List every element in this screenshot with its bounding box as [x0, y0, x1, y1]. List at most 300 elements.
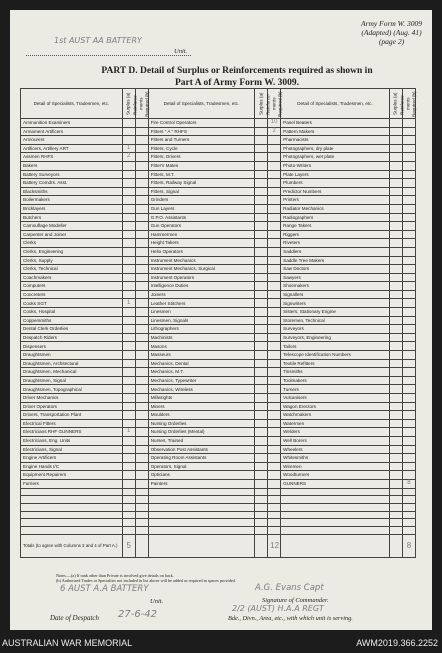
count-cell — [268, 273, 281, 282]
count-cell — [255, 342, 268, 351]
blank-cell — [122, 526, 135, 534]
despatch-date-label: Date of Despatch — [50, 614, 99, 622]
trade-cell: Concreters — [21, 290, 123, 299]
blank-cell — [148, 519, 254, 527]
table-row — [21, 222, 416, 231]
count-cell — [122, 204, 135, 213]
blank-cell — [148, 526, 254, 534]
totals-left-surplus: 5 — [122, 534, 135, 557]
blank-cell — [389, 496, 402, 504]
count-cell — [402, 187, 415, 196]
trade-cell: Pharmacists — [281, 136, 390, 145]
count-cell — [255, 144, 268, 153]
table-row — [21, 342, 416, 351]
count-cell — [255, 436, 268, 445]
blank-cell — [255, 511, 268, 519]
trade-cell: Pattern Makers — [281, 127, 390, 136]
table-row — [21, 428, 416, 437]
blank-cell — [281, 496, 390, 504]
count-cell — [122, 333, 135, 342]
count-cell — [255, 213, 268, 222]
table-row — [21, 471, 416, 480]
col-reinf-3: Reinforce-ments Required (b) — [402, 89, 415, 119]
count-cell — [135, 273, 148, 282]
blank-cell — [255, 488, 268, 496]
count-cell — [402, 411, 415, 420]
trade-cell: Sisters, Stationary Engine — [281, 308, 390, 317]
blank-cell — [135, 503, 148, 511]
trade-cell: Draughtsmen, Mechanical — [21, 368, 123, 377]
table-row — [21, 316, 416, 325]
count-cell — [255, 316, 268, 325]
trade-cell: Leather Stitchers — [148, 299, 254, 308]
count-cell — [268, 436, 281, 445]
count-cell — [255, 196, 268, 205]
form-header — [361, 19, 422, 46]
trade-cell: G.P.O. Assistants — [148, 213, 254, 222]
trade-cell: Fitters " A " RHFS — [148, 127, 254, 136]
count-cell — [135, 316, 148, 325]
count-cell — [268, 230, 281, 239]
trade-cell: Mechanics, M.T. — [148, 368, 254, 377]
count-cell — [135, 479, 148, 488]
count-cell — [389, 230, 402, 239]
count-cell: 10 — [268, 119, 281, 128]
count-cell — [389, 136, 402, 145]
count-cell — [122, 222, 135, 231]
count-cell — [255, 351, 268, 360]
blank-cell — [255, 503, 268, 511]
count-cell — [268, 265, 281, 274]
count-cell — [268, 462, 281, 471]
count-cell — [135, 342, 148, 351]
trade-cell: Clerks, Technical — [21, 265, 123, 274]
count-cell: 8 — [402, 479, 415, 488]
count-cell — [402, 213, 415, 222]
trade-cell: Surveyors, Engineering — [281, 333, 390, 342]
count-cell — [255, 359, 268, 368]
trade-cell: Whitesmiths — [281, 454, 390, 463]
trade-cell: Panel Beaters — [281, 119, 390, 128]
count-cell — [402, 282, 415, 291]
count-cell — [122, 342, 135, 351]
table-row — [21, 385, 416, 394]
count-cell — [389, 333, 402, 342]
count-cell — [268, 213, 281, 222]
count-cell — [389, 308, 402, 317]
trade-cell: Draughtsmen, Signal — [21, 376, 123, 385]
count-cell — [255, 247, 268, 256]
count-cell — [122, 136, 135, 145]
count-cell — [135, 454, 148, 463]
count-cell — [135, 394, 148, 403]
totals-mid-reinf: 12 — [268, 534, 281, 557]
trade-cell: Toolmakers — [281, 376, 390, 385]
count-cell — [122, 213, 135, 222]
count-cell — [255, 179, 268, 188]
table-row — [21, 411, 416, 420]
table-row — [21, 247, 416, 256]
count-cell — [255, 462, 268, 471]
table-row — [21, 170, 416, 179]
footer-left: AUSTRALIAN WAR MEMORIAL — [2, 638, 133, 648]
count-cell — [255, 256, 268, 265]
count-cell — [255, 471, 268, 480]
trade-cell: Woodturners — [281, 471, 390, 480]
count-cell — [255, 376, 268, 385]
count-cell — [402, 316, 415, 325]
blank-cell — [281, 488, 390, 496]
trade-cell: Armament Artificers — [21, 127, 123, 136]
blank-cell — [148, 511, 254, 519]
trade-cell: Saw Doctors — [281, 265, 390, 274]
count-cell — [135, 213, 148, 222]
count-cell — [135, 230, 148, 239]
form-notes — [56, 573, 386, 584]
count-cell — [402, 119, 415, 128]
count-cell — [122, 411, 135, 420]
count-cell — [268, 196, 281, 205]
count-cell — [122, 170, 135, 179]
count-cell — [135, 376, 148, 385]
count-cell — [389, 445, 402, 454]
count-cell — [135, 385, 148, 394]
formation-label: Bde., Divn., Area, etc., with which unit is serving. — [228, 615, 353, 622]
blank-cell — [281, 503, 390, 511]
count-cell — [255, 119, 268, 128]
table-row — [21, 282, 416, 291]
blank-row — [21, 526, 416, 534]
totals-right-surplus — [389, 534, 402, 557]
blank-row — [21, 496, 416, 504]
count-cell — [255, 136, 268, 145]
blank-cell — [21, 496, 123, 504]
table-row — [21, 479, 416, 488]
part-title — [52, 65, 422, 89]
count-cell — [122, 385, 135, 394]
count-cell — [402, 273, 415, 282]
count-cell — [268, 376, 281, 385]
totals-left-reinf — [135, 534, 148, 557]
trade-cell: Clerks, Supply — [21, 256, 123, 265]
count-cell — [135, 136, 148, 145]
trade-cell: Battery Surveyors — [21, 170, 123, 179]
table-row — [21, 273, 416, 282]
unit-label: Unit. — [174, 48, 188, 55]
count-cell — [389, 196, 402, 205]
count-cell — [122, 402, 135, 411]
part-title-line1: Detail of Surplus or Reinforcements required as shown in — [140, 66, 373, 76]
trade-cell: Clerks, Engineering — [21, 247, 123, 256]
count-cell — [122, 471, 135, 480]
count-cell — [268, 161, 281, 170]
trade-cell: Riveters — [281, 239, 390, 248]
trade-cell: Nursing Orderlies — [148, 419, 254, 428]
footer-right: AWM2019.366.2252 — [356, 638, 438, 648]
count-cell — [122, 119, 135, 128]
trade-cell: Hammermen — [148, 230, 254, 239]
trade-cell: Computers — [21, 282, 123, 291]
trade-cell: Battery Comdrs. Asst. — [21, 179, 123, 188]
table-row — [21, 394, 416, 403]
signature-label: Signature of Commander. — [262, 597, 329, 604]
count-cell — [402, 265, 415, 274]
table-row — [21, 454, 416, 463]
count-cell — [122, 247, 135, 256]
trade-cell: Equipment Repairers — [21, 471, 123, 480]
table-row — [21, 308, 416, 317]
part-title-line2: Part A of Army Form W. 3009. — [174, 78, 299, 88]
trade-cell: Wagon Erectors — [281, 402, 390, 411]
trade-cell: Turners — [281, 385, 390, 394]
trade-cell: Camouflage Modeller — [21, 222, 123, 231]
count-cell — [122, 239, 135, 248]
count-cell — [122, 265, 135, 274]
trade-cell: Painters — [148, 479, 254, 488]
blank-cell — [268, 526, 281, 534]
table-row — [21, 179, 416, 188]
trade-cell: Electricians RHF GUNNERS — [21, 428, 123, 437]
trade-cell: Boilermakers — [21, 196, 123, 205]
count-cell — [268, 333, 281, 342]
count-cell — [389, 402, 402, 411]
count-cell — [255, 273, 268, 282]
count-cell — [268, 342, 281, 351]
count-cell — [402, 256, 415, 265]
count-cell — [268, 411, 281, 420]
count-cell — [389, 419, 402, 428]
count-cell — [255, 299, 268, 308]
trade-cell: Carpenter and Joiner — [21, 230, 123, 239]
count-cell — [255, 127, 268, 136]
trade-cell: Tailors — [281, 342, 390, 351]
count-cell — [268, 445, 281, 454]
count-cell — [389, 462, 402, 471]
blank-cell — [402, 503, 415, 511]
count-cell — [402, 462, 415, 471]
trade-cell: Riggers — [281, 230, 390, 239]
trade-cell: Vulcanisers — [281, 394, 390, 403]
count-cell — [122, 445, 135, 454]
trade-cell: Dispensers — [21, 342, 123, 351]
count-cell — [402, 299, 415, 308]
count-cell — [402, 342, 415, 351]
count-cell — [255, 153, 268, 162]
part-label: PART D. — [101, 66, 138, 76]
count-cell — [135, 359, 148, 368]
count-cell — [135, 282, 148, 291]
blank-cell — [268, 488, 281, 496]
count-cell — [268, 394, 281, 403]
blank-cell — [255, 496, 268, 504]
count-cell — [389, 436, 402, 445]
trade-cell: Assmen RHFS — [21, 153, 123, 162]
count-cell — [255, 308, 268, 317]
count-cell — [122, 282, 135, 291]
count-cell: 1 — [122, 299, 135, 308]
trade-cell: Masseurs — [148, 351, 254, 360]
trade-cell: Radiographers — [281, 213, 390, 222]
trade-cell: Fitters, Drivers — [148, 153, 254, 162]
trade-cell: Fitters, Railway Signal — [148, 179, 254, 188]
count-cell — [122, 230, 135, 239]
table-row — [21, 144, 416, 153]
count-cell — [135, 419, 148, 428]
trade-cell: Bakers — [21, 161, 123, 170]
blank-cell — [135, 519, 148, 527]
unit-underline — [26, 54, 191, 56]
trade-cell: Welders — [281, 428, 390, 437]
count-cell — [135, 204, 148, 213]
count-cell — [268, 385, 281, 394]
col-reinf-2: Reinforce-ments Required (b) — [268, 89, 281, 119]
col-surplus-2: Surplus (a) — [255, 89, 268, 119]
count-cell — [122, 316, 135, 325]
count-cell — [389, 119, 402, 128]
trade-cell: Watermen — [281, 419, 390, 428]
totals-right-blank — [281, 534, 390, 557]
count-cell — [389, 170, 402, 179]
blank-cell — [135, 526, 148, 534]
count-cell — [402, 161, 415, 170]
blank-cell — [268, 519, 281, 527]
count-cell — [135, 325, 148, 334]
unit-handwritten: 1st AUST AA BATTERY — [54, 36, 142, 45]
count-cell — [389, 187, 402, 196]
trade-cell: Textile Refitters — [281, 359, 390, 368]
count-cell — [268, 308, 281, 317]
count-cell — [122, 454, 135, 463]
count-cell — [268, 222, 281, 231]
trade-cell: Gun Operators — [148, 222, 254, 231]
blank-cell — [281, 511, 390, 519]
count-cell — [402, 308, 415, 317]
trade-cell: Photo-Writers — [281, 161, 390, 170]
count-cell — [122, 325, 135, 334]
count-cell — [268, 136, 281, 145]
count-cell — [255, 161, 268, 170]
count-cell — [402, 385, 415, 394]
form-page-number: (page 2) — [378, 37, 405, 46]
table-row — [21, 462, 416, 471]
blank-cell — [122, 511, 135, 519]
blank-cell — [122, 488, 135, 496]
count-cell — [389, 471, 402, 480]
count-cell — [255, 419, 268, 428]
count-cell: 2 — [268, 127, 281, 136]
count-cell — [389, 394, 402, 403]
count-cell — [122, 290, 135, 299]
count-cell — [402, 402, 415, 411]
trade-cell: Fitters and Turners — [148, 136, 254, 145]
count-cell — [135, 299, 148, 308]
blank-cell — [268, 511, 281, 519]
count-cell — [268, 359, 281, 368]
count-cell — [389, 144, 402, 153]
count-cell — [389, 222, 402, 231]
count-cell — [389, 127, 402, 136]
blank-cell — [255, 526, 268, 534]
trade-cell: Tinsmiths — [281, 368, 390, 377]
table-row — [21, 119, 416, 128]
count-cell — [268, 179, 281, 188]
count-cell — [135, 445, 148, 454]
count-cell — [402, 204, 415, 213]
count-cell — [135, 239, 148, 248]
trade-cell: Shoemakers — [281, 282, 390, 291]
col-reinf-1: Reinforce-ments Required (b) — [135, 89, 148, 119]
trade-cell: Armourers — [21, 136, 123, 145]
totals-row — [21, 534, 416, 557]
trade-cell: Photographers, wet plate — [281, 153, 390, 162]
count-cell — [255, 290, 268, 299]
blank-cell — [402, 526, 415, 534]
despatch-date-value: 27-6-42 — [118, 609, 158, 620]
blank-cell — [402, 511, 415, 519]
count-cell — [122, 376, 135, 385]
trade-cell: Artificers, Artillery ART — [21, 144, 123, 153]
count-cell — [255, 411, 268, 420]
count-cell — [402, 144, 415, 153]
count-cell — [135, 436, 148, 445]
count-cell — [268, 351, 281, 360]
count-cell — [135, 471, 148, 480]
count-cell — [268, 290, 281, 299]
trade-cell: Cooks, Hospital — [21, 308, 123, 317]
table-row — [21, 376, 416, 385]
count-cell — [268, 187, 281, 196]
count-cell — [135, 351, 148, 360]
count-cell — [402, 136, 415, 145]
blank-row — [21, 488, 416, 496]
count-cell: 1 — [122, 428, 135, 437]
blank-cell — [135, 496, 148, 504]
count-cell — [402, 230, 415, 239]
form-title: Army Form W. 3009 — [361, 19, 422, 28]
count-cell — [268, 402, 281, 411]
count-cell — [135, 368, 148, 377]
table-row — [21, 333, 416, 342]
count-cell — [389, 204, 402, 213]
trade-cell: Mechanics, Typewriter — [148, 376, 254, 385]
trade-cell: Radiator Mechanics — [281, 204, 390, 213]
count-cell — [389, 359, 402, 368]
trade-cell: Mechanics, Dental — [148, 359, 254, 368]
trade-cell: Butchers — [21, 213, 123, 222]
trade-cell: Engine Hands I/C — [21, 462, 123, 471]
count-cell — [135, 290, 148, 299]
count-cell — [402, 368, 415, 377]
table-row — [21, 256, 416, 265]
count-cell — [268, 299, 281, 308]
trade-cell: Operators, Signal — [148, 462, 254, 471]
blank-cell — [122, 503, 135, 511]
blank-cell — [135, 488, 148, 496]
trade-cell: Fitters, Cycle — [148, 144, 254, 153]
blank-cell — [402, 488, 415, 496]
table-row — [21, 368, 416, 377]
count-cell — [135, 187, 148, 196]
blank-cell — [21, 519, 123, 527]
count-cell — [402, 351, 415, 360]
count-cell — [389, 454, 402, 463]
trade-cell: Nurses, Trained — [148, 436, 254, 445]
count-cell — [268, 247, 281, 256]
count-cell — [135, 127, 148, 136]
count-cell — [402, 290, 415, 299]
blank-cell — [21, 503, 123, 511]
trade-cell: Height Takers — [148, 239, 254, 248]
